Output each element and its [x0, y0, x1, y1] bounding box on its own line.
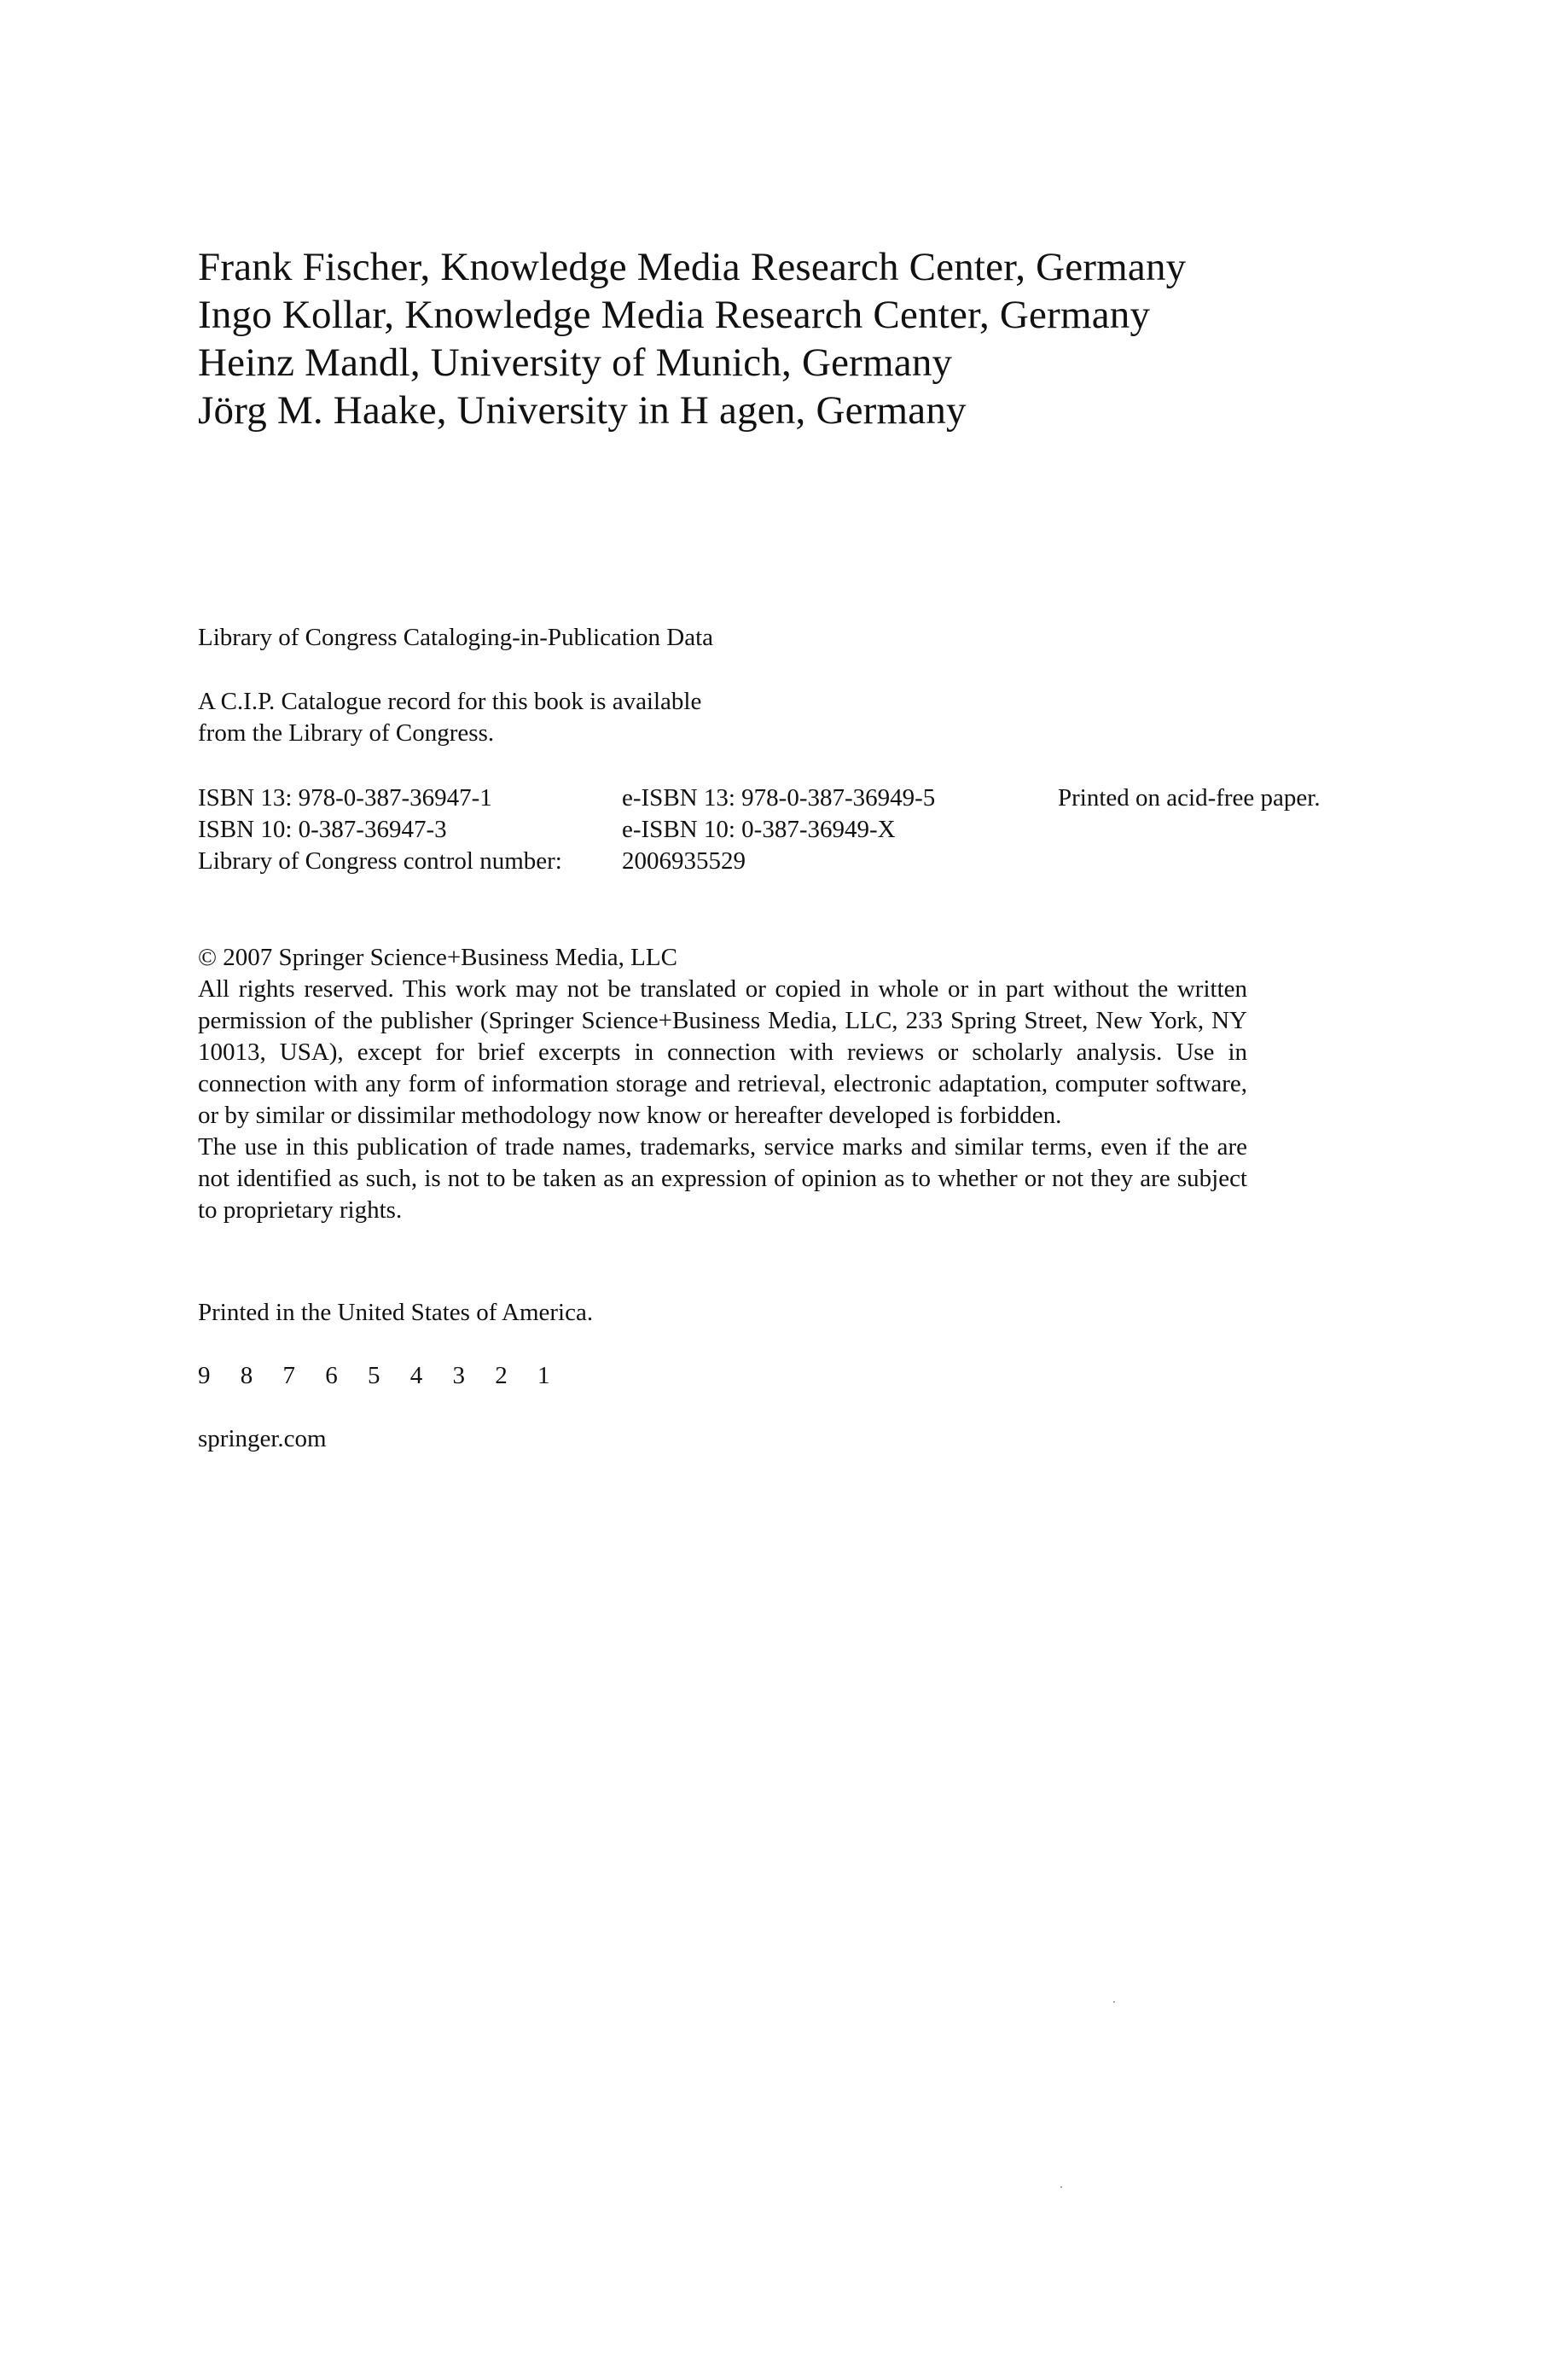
author-list — [198, 243, 1307, 434]
cip-heading: Library of Congress Cataloging-in-Publication Data — [198, 624, 714, 651]
isbn-row — [198, 783, 1321, 814]
lccn-value: 2006935529 — [622, 847, 746, 875]
cip-record-line: from the Library of Congress. — [198, 719, 495, 747]
author-line: Heinz Mandl, University of Munich, Germany — [198, 340, 953, 385]
print-sequence: 9 8 7 6 5 4 3 2 1 — [198, 1362, 562, 1389]
website: springer.com — [198, 1425, 327, 1452]
acid-free-note: Printed on acid-free paper. — [1058, 784, 1321, 812]
author-line: Ingo Kollar, Knowledge Media Research Center, Germany — [198, 293, 1151, 337]
copyright-line: © 2007 Springer Science+Business Media, LLC — [198, 944, 677, 971]
eisbn10: e-ISBN 10: 0-387-36949-X — [622, 816, 896, 843]
cip-record-line: A C.I.P. Catalogue record for this book is available — [198, 688, 702, 715]
author-line: Frank Fischer, Knowledge Media Research Center, Germany — [198, 245, 1187, 289]
printed-in: Printed in the United States of America. — [198, 1299, 594, 1326]
rights-paragraph: All rights reserved. This work may not be translated or copied in whole or in part without the written permission of the publisher (Springer Science+Business Media, LLC, 233 Spring Street, New York, NY 10013, USA), except for brief excerpts in connection with reviews or scholarly analysis. Use in connection with any form of information storage and retrieval, electronic adaptation, computer software, or by similar or dissimilar methodology now know or hereafter developed is forbidden. — [198, 975, 1247, 1129]
isbn13: ISBN 13: 978-0-387-36947-1 — [198, 784, 492, 812]
author-line: Jörg M. Haake, University in H agen, Germany — [198, 388, 967, 433]
isbn-block — [198, 783, 1409, 885]
isbn-row — [198, 846, 746, 877]
copyright-block — [198, 942, 1247, 1226]
lccn-label: Library of Congress control number: — [198, 847, 562, 875]
eisbn13: e-ISBN 13: 978-0-387-36949-5 — [622, 784, 936, 812]
scan-speck — [1060, 2186, 1062, 2188]
scan-speck — [1113, 2001, 1115, 2003]
trademark-paragraph: The use in this publication of trade names, trademarks, service marks and similar terms, even if the are not identified as such, is not to be taken as an expression of opinion as to whether or not they are subject to proprietary rights. — [198, 1133, 1247, 1224]
cip-record — [198, 686, 701, 749]
isbn10: ISBN 10: 0-387-36947-3 — [198, 816, 447, 843]
isbn-row — [198, 814, 896, 846]
